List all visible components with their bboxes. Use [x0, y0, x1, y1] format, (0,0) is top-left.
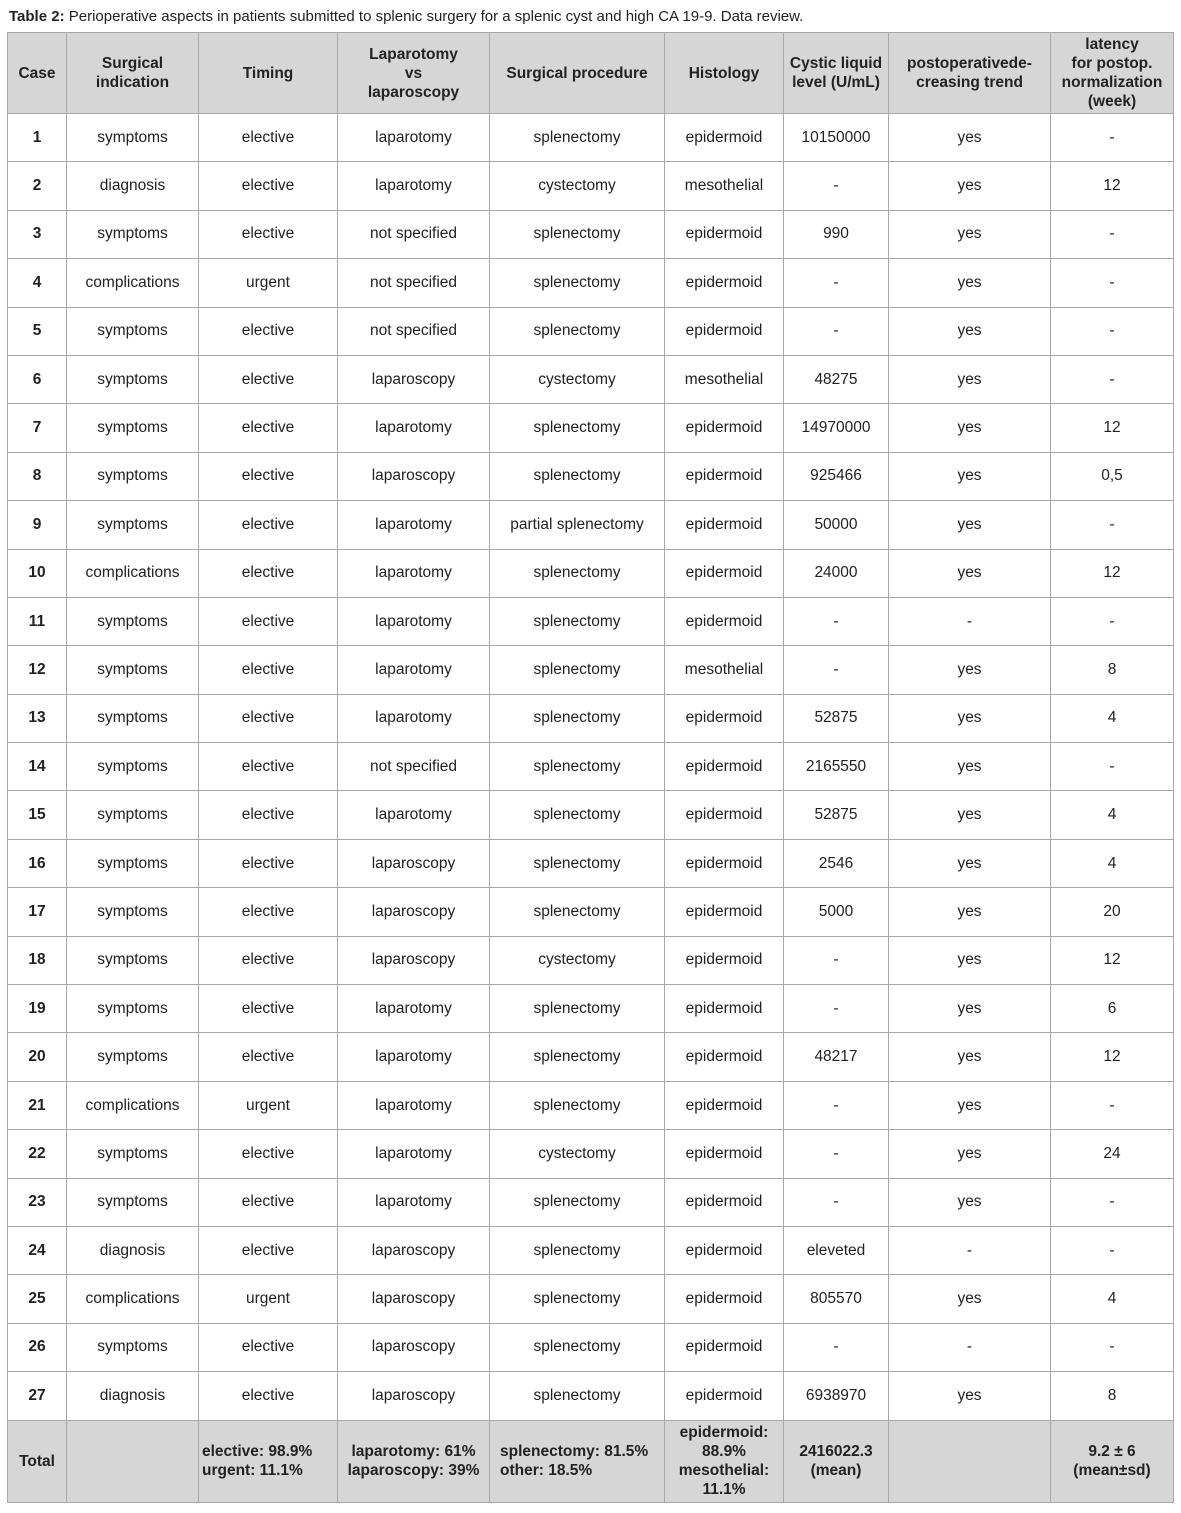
cell-histology: epidermoid	[665, 210, 784, 258]
cell-cystic-level: -	[784, 936, 889, 984]
cell-latency: 4	[1051, 791, 1174, 839]
header-cystic-level: Cystic liquid level (U/mL)	[784, 33, 889, 114]
cell-timing: elective	[199, 597, 338, 645]
cell-histology: epidermoid	[665, 1323, 784, 1371]
cell-timing: elective	[199, 1178, 338, 1226]
cell-trend: yes	[889, 114, 1051, 162]
cell-procedure: partial splenectomy	[490, 501, 665, 549]
header-timing: Timing	[199, 33, 338, 114]
cell-cystic-level: 48275	[784, 355, 889, 403]
cell-histology: epidermoid	[665, 936, 784, 984]
cell-approach: laparotomy	[338, 549, 490, 597]
cell-trend: yes	[889, 1081, 1051, 1129]
cell-trend: yes	[889, 452, 1051, 500]
cell-timing: elective	[199, 1130, 338, 1178]
table-row	[8, 1323, 1174, 1371]
cell-latency: 4	[1051, 1275, 1174, 1323]
cell-latency: 12	[1051, 936, 1174, 984]
header-latency: latency for postop. normalization (week)	[1051, 33, 1174, 114]
cell-procedure: splenectomy	[490, 549, 665, 597]
cell-procedure: splenectomy	[490, 791, 665, 839]
cell-procedure: splenectomy	[490, 259, 665, 307]
cell-histology: mesothelial	[665, 162, 784, 210]
table-row	[8, 501, 1174, 549]
cell-cystic-level: -	[784, 162, 889, 210]
cell-cystic-level: -	[784, 1130, 889, 1178]
cell-approach: laparoscopy	[338, 839, 490, 887]
cell-histology: epidermoid	[665, 597, 784, 645]
total-trend	[889, 1420, 1051, 1502]
cell-procedure: cystectomy	[490, 355, 665, 403]
header-trend: postoperativede- creasing trend	[889, 33, 1051, 114]
cell-timing: elective	[199, 694, 338, 742]
cell-procedure: splenectomy	[490, 694, 665, 742]
cell-approach: laparoscopy	[338, 936, 490, 984]
cell-cystic-level: 2165550	[784, 743, 889, 791]
cell-indication: complications	[67, 259, 199, 307]
cell-histology: epidermoid	[665, 549, 784, 597]
cell-procedure: splenectomy	[490, 1033, 665, 1081]
cell-histology: epidermoid	[665, 501, 784, 549]
perioperative-table	[7, 32, 1174, 1503]
cell-histology: epidermoid	[665, 1033, 784, 1081]
cell-histology: epidermoid	[665, 404, 784, 452]
cell-approach: not specified	[338, 743, 490, 791]
table-row	[8, 646, 1174, 694]
cell-procedure: splenectomy	[490, 839, 665, 887]
cell-approach: laparotomy	[338, 114, 490, 162]
cell-timing: elective	[199, 646, 338, 694]
cell-latency: -	[1051, 307, 1174, 355]
cell-trend: -	[889, 1323, 1051, 1371]
cell-case: 11	[8, 597, 67, 645]
cell-trend: yes	[889, 307, 1051, 355]
header-approach: Laparotomy vs laparoscopy	[338, 33, 490, 114]
cell-trend: yes	[889, 1372, 1051, 1420]
cell-timing: urgent	[199, 1275, 338, 1323]
cell-cystic-level: -	[784, 985, 889, 1033]
cell-indication: symptoms	[67, 307, 199, 355]
table-row	[8, 114, 1174, 162]
table-row	[8, 1130, 1174, 1178]
cell-cystic-level: 990	[784, 210, 889, 258]
table-row	[8, 1372, 1174, 1420]
table-row	[8, 791, 1174, 839]
cell-approach: laparotomy	[338, 646, 490, 694]
header-histology: Histology	[665, 33, 784, 114]
cell-approach: laparotomy	[338, 1033, 490, 1081]
cell-procedure: cystectomy	[490, 1130, 665, 1178]
cell-timing: elective	[199, 404, 338, 452]
table-row	[8, 1275, 1174, 1323]
cell-case: 26	[8, 1323, 67, 1371]
cell-latency: 6	[1051, 985, 1174, 1033]
cell-procedure: splenectomy	[490, 114, 665, 162]
cell-procedure: splenectomy	[490, 743, 665, 791]
cell-timing: elective	[199, 936, 338, 984]
cell-indication: symptoms	[67, 452, 199, 500]
cell-cystic-level: -	[784, 597, 889, 645]
cell-approach: laparoscopy	[338, 452, 490, 500]
cell-latency: -	[1051, 501, 1174, 549]
cell-indication: symptoms	[67, 839, 199, 887]
cell-histology: epidermoid	[665, 1226, 784, 1274]
cell-indication: symptoms	[67, 404, 199, 452]
cell-procedure: splenectomy	[490, 1323, 665, 1371]
cell-procedure: splenectomy	[490, 307, 665, 355]
table-row	[8, 452, 1174, 500]
cell-indication: symptoms	[67, 114, 199, 162]
header-indication: Surgical indication	[67, 33, 199, 114]
cell-latency: -	[1051, 1081, 1174, 1129]
cell-trend: yes	[889, 259, 1051, 307]
cell-histology: epidermoid	[665, 452, 784, 500]
table-row	[8, 259, 1174, 307]
cell-procedure: splenectomy	[490, 1372, 665, 1420]
cell-indication: symptoms	[67, 985, 199, 1033]
cell-histology: epidermoid	[665, 888, 784, 936]
cell-indication: complications	[67, 1275, 199, 1323]
cell-procedure: splenectomy	[490, 646, 665, 694]
cell-procedure: splenectomy	[490, 1275, 665, 1323]
cell-timing: urgent	[199, 259, 338, 307]
cell-timing: urgent	[199, 1081, 338, 1129]
cell-trend: yes	[889, 404, 1051, 452]
cell-indication: complications	[67, 549, 199, 597]
total-label: Total	[8, 1420, 67, 1502]
cell-cystic-level: -	[784, 259, 889, 307]
cell-case: 13	[8, 694, 67, 742]
cell-trend: yes	[889, 549, 1051, 597]
cell-timing: elective	[199, 114, 338, 162]
cell-indication: symptoms	[67, 1130, 199, 1178]
cell-case: 22	[8, 1130, 67, 1178]
table-caption	[9, 8, 803, 26]
cell-indication: diagnosis	[67, 162, 199, 210]
cell-procedure: splenectomy	[490, 888, 665, 936]
cell-latency: -	[1051, 743, 1174, 791]
cell-latency: 20	[1051, 888, 1174, 936]
cell-case: 6	[8, 355, 67, 403]
table-row	[8, 355, 1174, 403]
cell-histology: epidermoid	[665, 985, 784, 1033]
table-row	[8, 936, 1174, 984]
cell-histology: epidermoid	[665, 791, 784, 839]
cell-histology: epidermoid	[665, 839, 784, 887]
cell-approach: laparotomy	[338, 694, 490, 742]
cell-trend: yes	[889, 162, 1051, 210]
cell-approach: not specified	[338, 210, 490, 258]
cell-histology: epidermoid	[665, 114, 784, 162]
table-row	[8, 1081, 1174, 1129]
cell-approach: laparotomy	[338, 404, 490, 452]
cell-indication: diagnosis	[67, 1226, 199, 1274]
cell-case: 18	[8, 936, 67, 984]
cell-timing: elective	[199, 549, 338, 597]
cell-timing: elective	[199, 355, 338, 403]
cell-cystic-level: 5000	[784, 888, 889, 936]
cell-trend: yes	[889, 888, 1051, 936]
cell-histology: epidermoid	[665, 1275, 784, 1323]
cell-indication: symptoms	[67, 694, 199, 742]
total-procedure: splenectomy: 81.5% other: 18.5%	[490, 1420, 665, 1502]
cell-approach: not specified	[338, 259, 490, 307]
cell-indication: symptoms	[67, 791, 199, 839]
cell-case: 1	[8, 114, 67, 162]
cell-approach: laparoscopy	[338, 1226, 490, 1274]
cell-indication: symptoms	[67, 1033, 199, 1081]
cell-latency: 24	[1051, 1130, 1174, 1178]
cell-approach: laparoscopy	[338, 1323, 490, 1371]
cell-case: 19	[8, 985, 67, 1033]
cell-procedure: splenectomy	[490, 1178, 665, 1226]
cell-timing: elective	[199, 501, 338, 549]
cell-latency: -	[1051, 114, 1174, 162]
cell-approach: laparoscopy	[338, 888, 490, 936]
cell-timing: elective	[199, 1323, 338, 1371]
cell-latency: -	[1051, 1226, 1174, 1274]
cell-trend: -	[889, 1226, 1051, 1274]
cell-cystic-level: 14970000	[784, 404, 889, 452]
cell-histology: mesothelial	[665, 646, 784, 694]
total-timing: elective: 98.9% urgent: 11.1%	[199, 1420, 338, 1502]
cell-timing: elective	[199, 162, 338, 210]
cell-histology: epidermoid	[665, 1081, 784, 1129]
cell-case: 7	[8, 404, 67, 452]
cell-latency: -	[1051, 355, 1174, 403]
cell-case: 10	[8, 549, 67, 597]
table-row	[8, 597, 1174, 645]
cell-cystic-level: 24000	[784, 549, 889, 597]
cell-indication: symptoms	[67, 355, 199, 403]
cell-indication: symptoms	[67, 1323, 199, 1371]
cell-case: 8	[8, 452, 67, 500]
table-row	[8, 162, 1174, 210]
total-indication	[67, 1420, 199, 1502]
cell-latency: 12	[1051, 162, 1174, 210]
cell-approach: laparotomy	[338, 1178, 490, 1226]
cell-indication: symptoms	[67, 936, 199, 984]
table-row	[8, 743, 1174, 791]
cell-cystic-level: 48217	[784, 1033, 889, 1081]
cell-approach: not specified	[338, 307, 490, 355]
cell-cystic-level: 10150000	[784, 114, 889, 162]
total-row	[8, 1420, 1174, 1502]
cell-trend: yes	[889, 646, 1051, 694]
cell-trend: yes	[889, 839, 1051, 887]
cell-trend: yes	[889, 1130, 1051, 1178]
cell-trend: yes	[889, 210, 1051, 258]
cell-cystic-level: 52875	[784, 694, 889, 742]
cell-latency: 12	[1051, 404, 1174, 452]
cell-indication: symptoms	[67, 597, 199, 645]
cell-latency: -	[1051, 1323, 1174, 1371]
cell-trend: yes	[889, 743, 1051, 791]
cell-trend: yes	[889, 501, 1051, 549]
cell-procedure: splenectomy	[490, 1081, 665, 1129]
cell-procedure: splenectomy	[490, 210, 665, 258]
table-row	[8, 888, 1174, 936]
cell-timing: elective	[199, 452, 338, 500]
cell-latency: 4	[1051, 694, 1174, 742]
cell-histology: epidermoid	[665, 307, 784, 355]
table-row	[8, 839, 1174, 887]
cell-indication: symptoms	[67, 743, 199, 791]
cell-case: 3	[8, 210, 67, 258]
cell-trend: -	[889, 597, 1051, 645]
cell-timing: elective	[199, 985, 338, 1033]
cell-cystic-level: 2546	[784, 839, 889, 887]
cell-trend: yes	[889, 985, 1051, 1033]
cell-timing: elective	[199, 210, 338, 258]
cell-case: 12	[8, 646, 67, 694]
cell-indication: symptoms	[67, 888, 199, 936]
cell-histology: mesothelial	[665, 355, 784, 403]
cell-histology: epidermoid	[665, 1130, 784, 1178]
cell-timing: elective	[199, 888, 338, 936]
cell-indication: symptoms	[67, 646, 199, 694]
cell-timing: elective	[199, 1372, 338, 1420]
cell-trend: yes	[889, 936, 1051, 984]
cell-trend: yes	[889, 1275, 1051, 1323]
cell-approach: laparotomy	[338, 162, 490, 210]
cell-timing: elective	[199, 1033, 338, 1081]
cell-approach: laparoscopy	[338, 1275, 490, 1323]
cell-timing: elective	[199, 839, 338, 887]
cell-case: 14	[8, 743, 67, 791]
header-procedure: Surgical procedure	[490, 33, 665, 114]
total-cystic-level: 2416022.3 (mean)	[784, 1420, 889, 1502]
cell-case: 21	[8, 1081, 67, 1129]
cell-cystic-level: 52875	[784, 791, 889, 839]
cell-case: 17	[8, 888, 67, 936]
cell-case: 4	[8, 259, 67, 307]
caption-label: Table 2:	[9, 8, 65, 25]
cell-indication: diagnosis	[67, 1372, 199, 1420]
cell-trend: yes	[889, 791, 1051, 839]
cell-histology: epidermoid	[665, 1178, 784, 1226]
cell-case: 15	[8, 791, 67, 839]
cell-case: 25	[8, 1275, 67, 1323]
cell-procedure: cystectomy	[490, 162, 665, 210]
cell-approach: laparotomy	[338, 985, 490, 1033]
total-latency: 9.2 ± 6 (mean±sd)	[1051, 1420, 1174, 1502]
cell-latency: 4	[1051, 839, 1174, 887]
cell-timing: elective	[199, 1226, 338, 1274]
cell-case: 5	[8, 307, 67, 355]
cell-approach: laparotomy	[338, 1081, 490, 1129]
cell-procedure: splenectomy	[490, 597, 665, 645]
cell-indication: symptoms	[67, 501, 199, 549]
cell-case: 16	[8, 839, 67, 887]
cell-case: 9	[8, 501, 67, 549]
cell-approach: laparotomy	[338, 501, 490, 549]
cell-cystic-level: eleveted	[784, 1226, 889, 1274]
cell-timing: elective	[199, 307, 338, 355]
cell-histology: epidermoid	[665, 694, 784, 742]
cell-trend: yes	[889, 694, 1051, 742]
cell-latency: -	[1051, 1178, 1174, 1226]
cell-timing: elective	[199, 743, 338, 791]
table-row	[8, 985, 1174, 1033]
cell-procedure: splenectomy	[490, 452, 665, 500]
cell-latency: 0,5	[1051, 452, 1174, 500]
table-row	[8, 1178, 1174, 1226]
table-row	[8, 694, 1174, 742]
cell-cystic-level: 50000	[784, 501, 889, 549]
table-row	[8, 404, 1174, 452]
cell-cystic-level: -	[784, 1323, 889, 1371]
cell-procedure: splenectomy	[490, 404, 665, 452]
cell-cystic-level: 805570	[784, 1275, 889, 1323]
cell-latency: 12	[1051, 549, 1174, 597]
table-row	[8, 549, 1174, 597]
cell-case: 2	[8, 162, 67, 210]
cell-histology: epidermoid	[665, 259, 784, 307]
cell-case: 23	[8, 1178, 67, 1226]
total-histology: epidermoid: 88.9% mesothelial: 11.1%	[665, 1420, 784, 1502]
cell-latency: -	[1051, 259, 1174, 307]
cell-approach: laparoscopy	[338, 1372, 490, 1420]
cell-latency: 12	[1051, 1033, 1174, 1081]
cell-procedure: splenectomy	[490, 1226, 665, 1274]
cell-latency: -	[1051, 210, 1174, 258]
cell-indication: symptoms	[67, 1178, 199, 1226]
cell-cystic-level: -	[784, 307, 889, 355]
cell-histology: epidermoid	[665, 1372, 784, 1420]
cell-trend: yes	[889, 1178, 1051, 1226]
cell-latency: 8	[1051, 1372, 1174, 1420]
cell-indication: complications	[67, 1081, 199, 1129]
cell-trend: yes	[889, 355, 1051, 403]
table-row	[8, 307, 1174, 355]
cell-trend: yes	[889, 1033, 1051, 1081]
cell-case: 24	[8, 1226, 67, 1274]
cell-approach: laparotomy	[338, 1130, 490, 1178]
cell-case: 20	[8, 1033, 67, 1081]
cell-indication: symptoms	[67, 210, 199, 258]
table-body	[8, 114, 1174, 1421]
cell-approach: laparotomy	[338, 791, 490, 839]
cell-procedure: cystectomy	[490, 936, 665, 984]
cell-cystic-level: -	[784, 1178, 889, 1226]
table-header-row	[8, 33, 1174, 114]
cell-cystic-level: 6938970	[784, 1372, 889, 1420]
table-row	[8, 210, 1174, 258]
cell-latency: 8	[1051, 646, 1174, 694]
total-approach: laparotomy: 61% laparoscopy: 39%	[338, 1420, 490, 1502]
cell-approach: laparotomy	[338, 597, 490, 645]
table-row	[8, 1226, 1174, 1274]
cell-case: 27	[8, 1372, 67, 1420]
cell-latency: -	[1051, 597, 1174, 645]
cell-timing: elective	[199, 791, 338, 839]
caption-text: Perioperative aspects in patients submitted to splenic surgery for a splenic cyst and high CA 19-9. Data review.	[68, 8, 804, 25]
cell-cystic-level: -	[784, 1081, 889, 1129]
cell-cystic-level: 925466	[784, 452, 889, 500]
cell-approach: laparoscopy	[338, 355, 490, 403]
table-row	[8, 1033, 1174, 1081]
header-case: Case	[8, 33, 67, 114]
cell-histology: epidermoid	[665, 743, 784, 791]
cell-cystic-level: -	[784, 646, 889, 694]
cell-procedure: splenectomy	[490, 985, 665, 1033]
